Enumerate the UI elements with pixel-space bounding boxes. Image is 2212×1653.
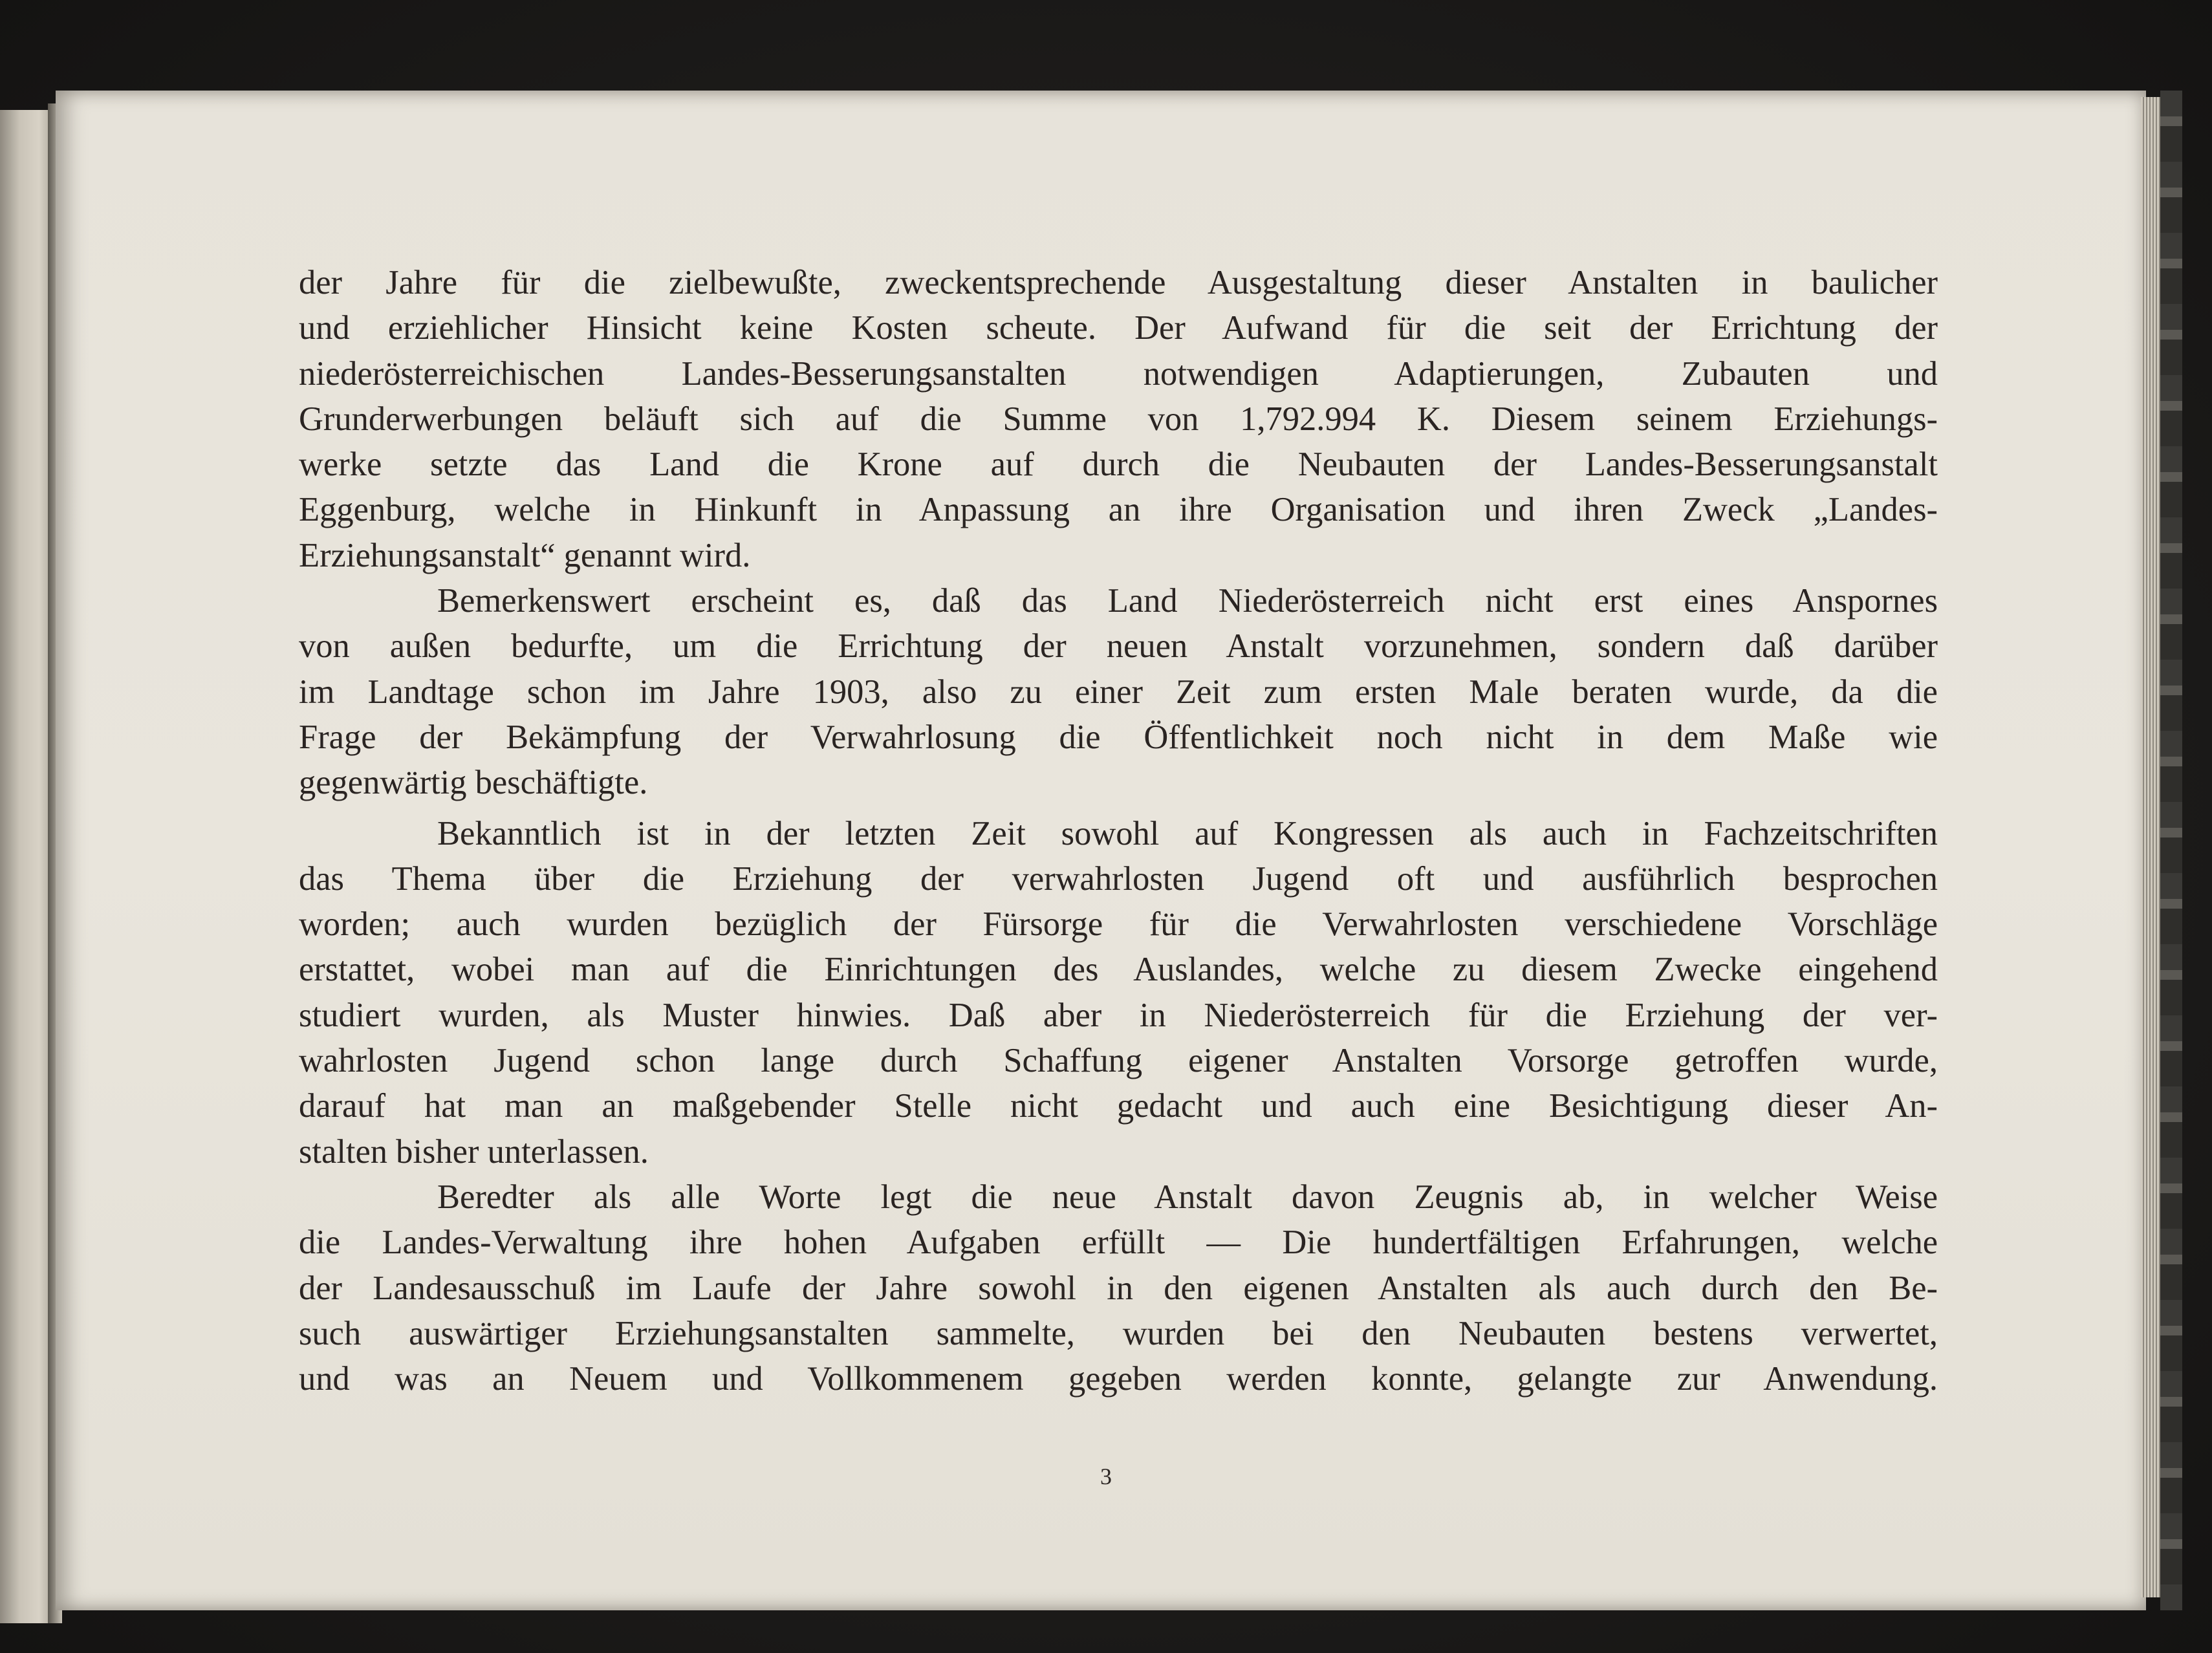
text-line: das Thema über die Erziehung der verwahrlosten Jugend oft und ausführlich besprochen [299,859,1938,898]
text-line: Grunderwerbungen beläuft sich auf die Summe von 1,792.994 K. Diesem seinem Erziehungs- [299,400,1938,438]
text-line: Eggenburg, welche in Hinkunft in Anpassung an ihre Organisation und ihren Zweck „Landes- [299,491,1938,529]
book-cover-edge [2160,91,2182,1610]
text-line: Frage der Bekämpfung der Verwahrlosung die Öffentlichkeit noch nicht in dem Maße wie [299,718,1938,756]
paragraph-1 [299,260,1938,578]
text-line: Erziehungsanstalt“ genannt wird. [299,536,751,574]
text-line: niederösterreichischen Landes-Besserungsanstalten notwendigen Adaptierungen, Zubauten und [299,354,1938,393]
text-line: und was an Neuem und Vollkommenem gegeben werden konnte, gelangte zur Anwendung. [299,1360,1938,1398]
text-line: der Landesausschuß im Laufe der Jahre sowohl in den eigenen Anstalten als auch durch den Be- [299,1269,1938,1307]
text-line: der Jahre für die zielbewußte, zweckentsprechende Ausgestaltung dieser Anstalten in baulicher [299,264,1938,301]
page-number: 3 [1100,1464,1112,1489]
text-line: worden; auch wurden bezüglich der Fürsorge für die Verwahrlosten verschiedene Vorschläge [299,905,1938,944]
text-line: erstattet, wobei man auf die Einrichtungen des Auslandes, welche zu diesem Zwecke eingehend [299,951,1938,989]
text-line: stalten bisher unterlassen. [299,1132,649,1171]
text-line: die Landes-Verwaltung ihre hohen Aufgaben erfüllt — Die hundertfältigen Erfahrungen, welche [299,1224,1938,1262]
text-line: such auswärtiger Erziehungsanstalten sammelte, wurden bei den Neubauten bestens verwertet, [299,1314,1938,1352]
text-line: werke setzte das Land die Krone auf durch die Neubauten der Landes-Besserungsanstalt [299,446,1938,484]
text-line: gegenwärtig beschäftigte. [299,764,648,802]
text-line: wahrlosten Jugend schon lange durch Schaffung eigener Anstalten Vorsorge getroffen wurde, [299,1042,1938,1080]
paragraph-2 [299,578,1938,805]
text-line: Bemerkenswert erscheint es, daß das Land Niederösterreich nicht erst eines Anspornes [437,582,1938,620]
paragraph-4 [299,1174,1938,1401]
text-line: und erziehlicher Hinsicht keine Kosten scheute. Der Aufwand für die seit der Errichtung der [299,309,1938,347]
text-line: im Landtage schon im Jahre 1903, also zu einer Zeit zum ersten Male beraten wurde, da die [299,673,1938,711]
text-line: studiert wurden, als Muster hinwies. Daß aber in Niederösterreich für die Erziehung der ver- [299,996,1938,1034]
paragraph-3 [299,811,1938,1174]
text-line: darauf hat man an maßgebender Stelle nicht gedacht und auch eine Besichtigung dieser An- [299,1087,1938,1125]
text-line: von außen bedurfte, um die Errichtung der neuen Anstalt vorzunehmen, sondern daß darüber [299,627,1938,665]
text-line: Beredter als alle Worte legt die neue Anstalt davon Zeugnis ab, in welcher Weise [437,1178,1938,1216]
body-text [299,260,1938,1401]
text-line: Bekanntlich ist in der letzten Zeit sowohl auf Kongressen als auch in Fachzeitschriften [437,814,1938,852]
